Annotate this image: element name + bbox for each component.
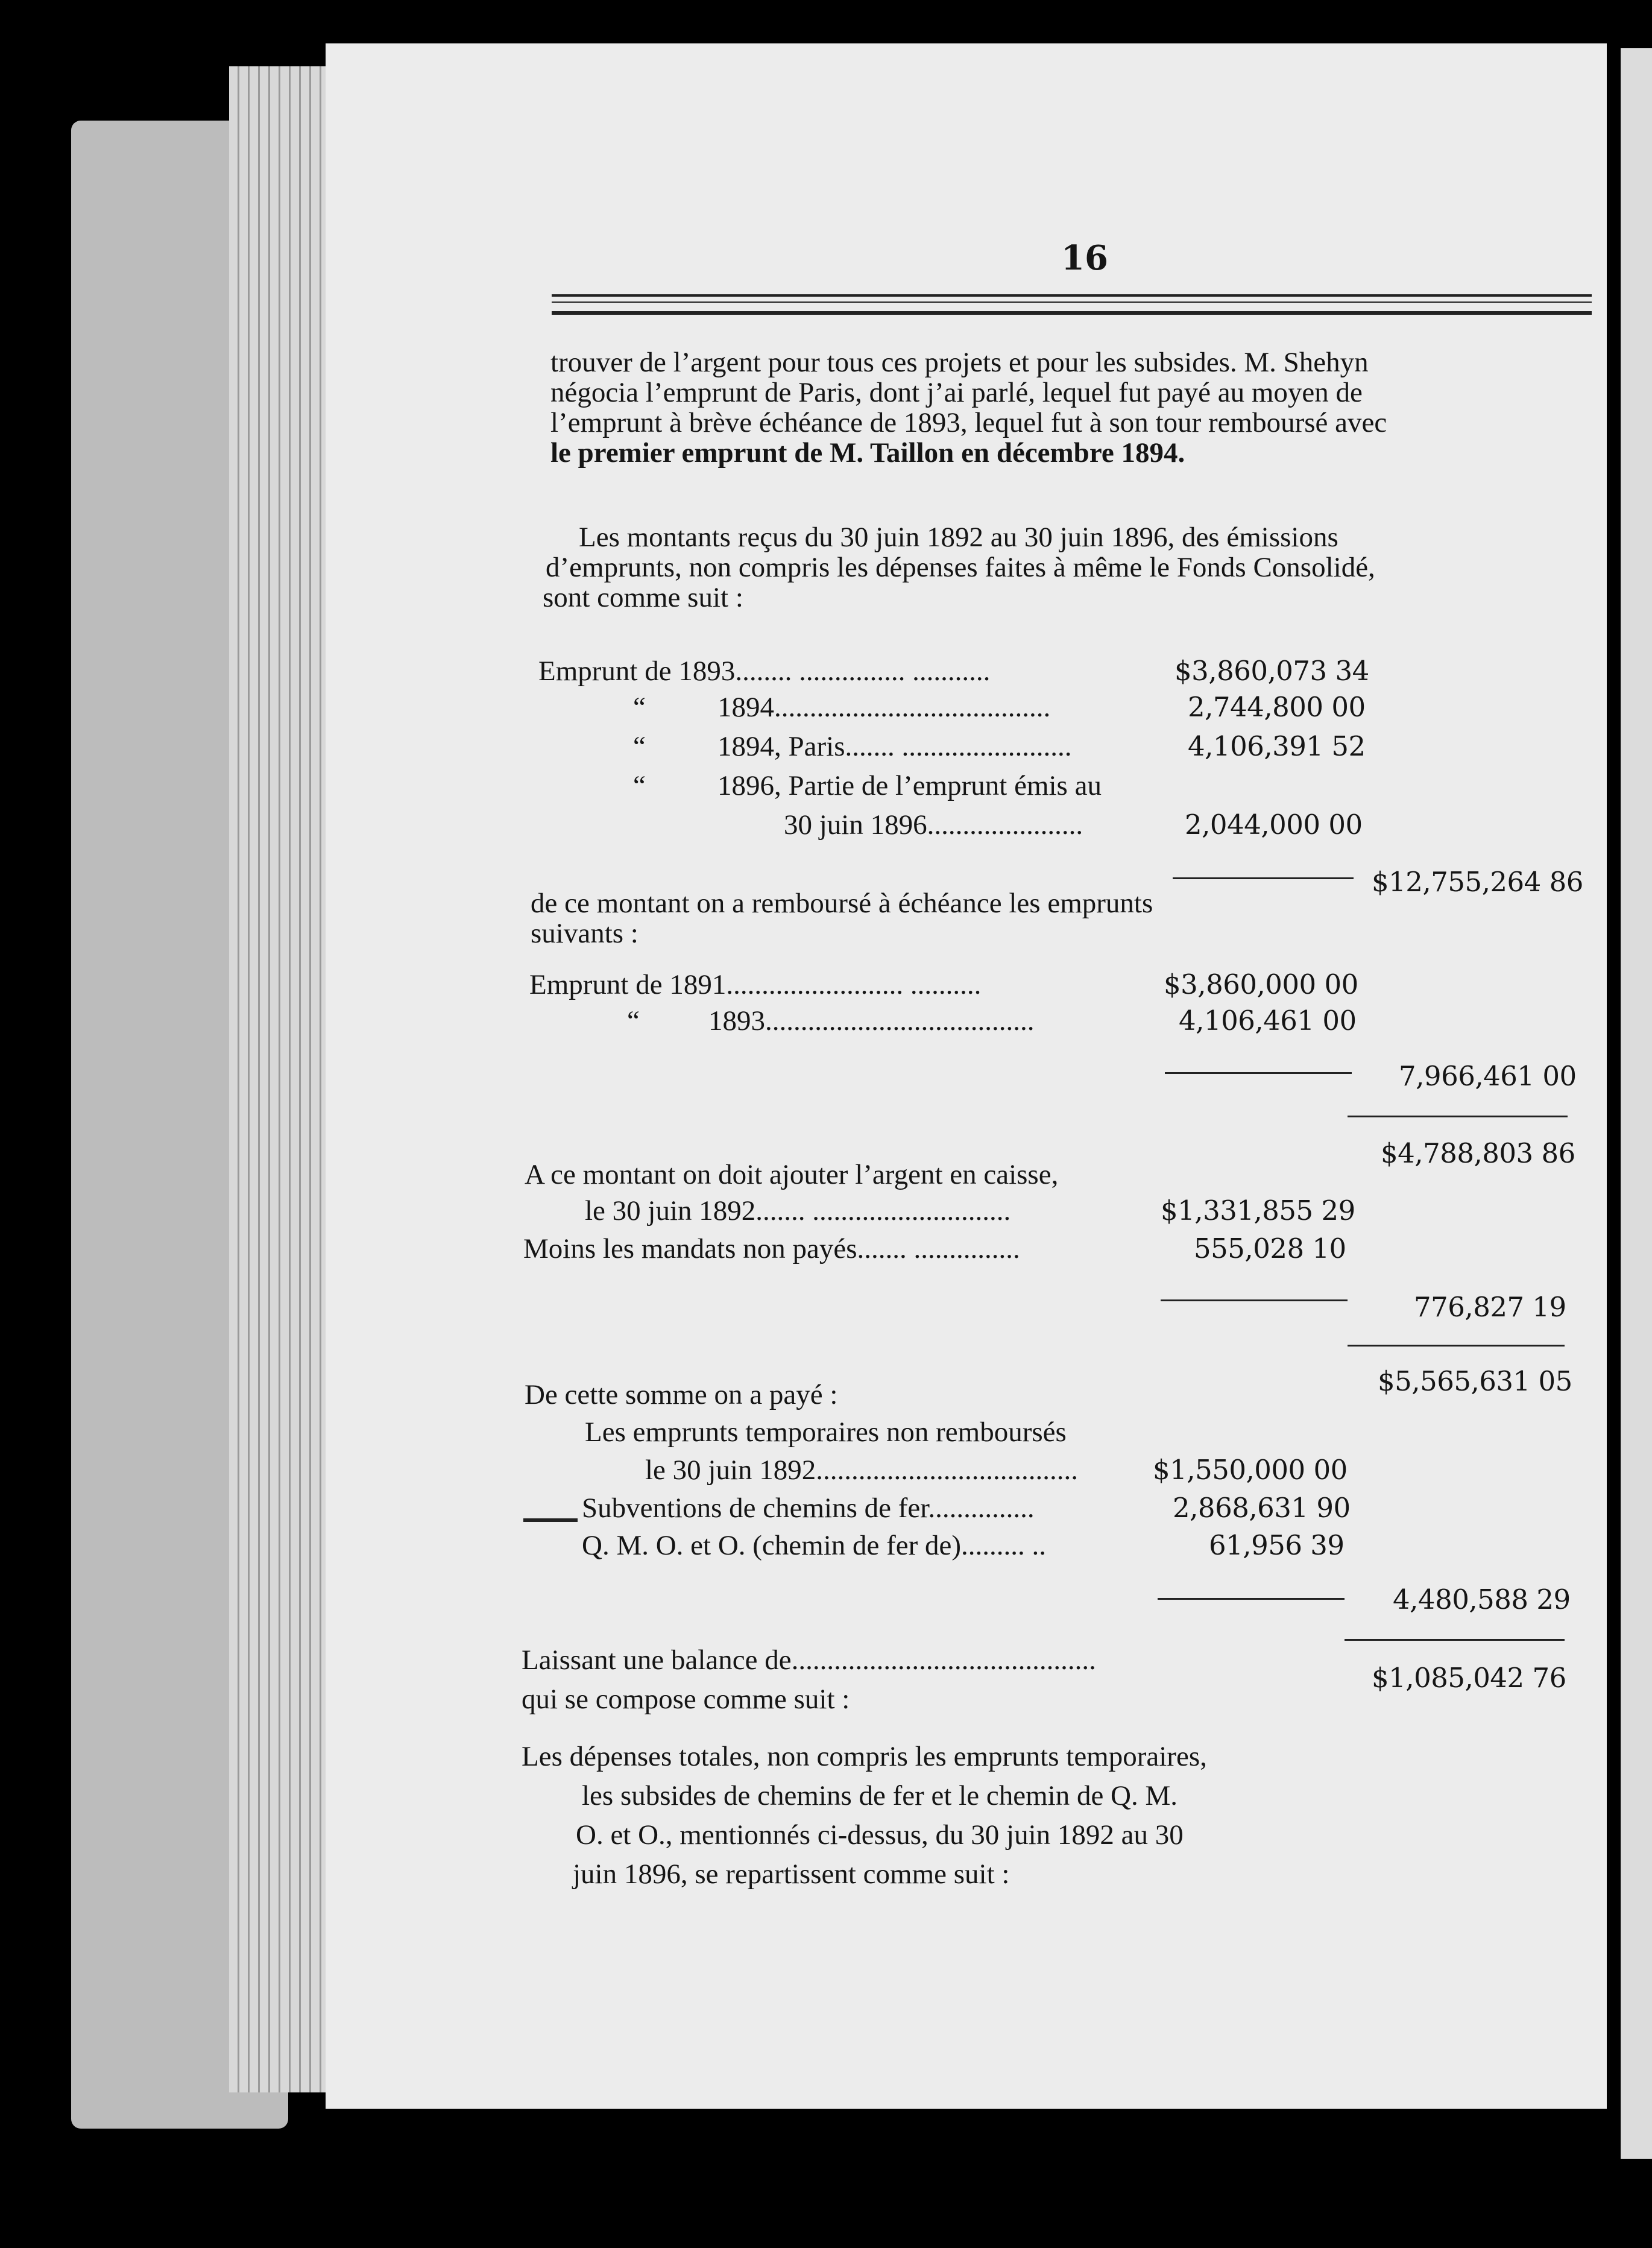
repaid-total: 7,966,461 00 <box>1399 1060 1577 1092</box>
paragraph-line: suivants : <box>531 918 638 949</box>
paragraph-line: trouver de l’argent pour tous ces projets et pour les subsides. M. Shehyn <box>550 347 1369 378</box>
paid-label: le 30 juin 1892..................................... <box>645 1454 1079 1486</box>
receipts-total: $12,755,264 86 <box>1372 866 1583 898</box>
paragraph-line: Les montants reçus du 30 juin 1892 au 30 juin 1896, des émissions <box>579 522 1338 553</box>
page-stack-edges <box>229 66 338 2092</box>
paragraph-line: de ce montant on a remboursé à échéance les emprunts <box>531 888 1153 919</box>
repaid-amount: 4,106,461 00 <box>1179 1005 1357 1037</box>
subtotal-rule <box>1173 877 1354 879</box>
repaid-amount: $3,860,000 00 <box>1164 968 1358 1000</box>
receipt-amount: $3,860,073 34 <box>1174 655 1369 687</box>
subtotal-rule <box>1165 1072 1352 1074</box>
ditto-mark: “ <box>633 692 646 723</box>
paid-amount: 61,956 39 <box>1209 1529 1345 1561</box>
paid-amount: $1,550,000 00 <box>1153 1454 1348 1486</box>
total-rule <box>1348 1116 1568 1117</box>
paragraph-line: juin 1896, se repartissent comme suit : <box>573 1858 1010 1890</box>
header-rule-mid <box>552 302 1592 303</box>
balance-amount: $1,085,042 76 <box>1372 1662 1566 1694</box>
receipt-label: 1896, Partie de l’emprunt émis au <box>717 770 1102 801</box>
paragraph-line: sont comme suit : <box>543 582 743 613</box>
paragraph-line: le premier emprunt de M. Taillon en décembre 1894. <box>550 437 1185 469</box>
repaid-label: Emprunt de 1891......................... .......... <box>529 969 982 1000</box>
cash-label: Moins les mandats non payés....... ............... <box>523 1233 1020 1264</box>
page-number: 16 <box>1061 238 1108 278</box>
receipt-amount: 2,744,800 00 <box>1188 691 1366 723</box>
paid-label: Subventions de chemins de fer............... <box>582 1492 1035 1524</box>
ditto-mark: “ <box>627 1005 640 1037</box>
cash-amount: 555,028 10 <box>1194 1233 1346 1264</box>
receipt-label: 30 juin 1896...................... <box>784 809 1083 841</box>
cash-total: 776,827 19 <box>1414 1291 1566 1323</box>
receipt-label: 1894, Paris....... ........................ <box>717 731 1072 762</box>
header-rule-top <box>552 294 1592 297</box>
paragraph-line: l’emprunt à brève échéance de 1893, lequel fut à son tour remboursé avec <box>550 407 1387 438</box>
available-total: $5,565,631 05 <box>1378 1365 1572 1397</box>
receipt-amount: 2,044,000 00 <box>1185 809 1363 841</box>
paragraph-line: les subsides de chemins de fer et le chemin de Q. M. <box>582 1780 1178 1811</box>
paragraph-line: O. et O., mentionnés ci-dessus, du 30 juin 1892 au 30 <box>576 1819 1184 1851</box>
adjacent-page-edge <box>1621 48 1652 2159</box>
ditto-mark: “ <box>633 770 646 801</box>
paid-label: Q. M. O. et O. (chemin de fer de)......... .. <box>582 1530 1047 1561</box>
subtotal-rule <box>1161 1299 1348 1301</box>
paragraph-line: A ce montant on doit ajouter l’argent en caisse, <box>525 1159 1059 1190</box>
total-rule <box>1348 1345 1565 1347</box>
paid-label: Les emprunts temporaires non remboursés <box>585 1416 1067 1448</box>
header-rule-bottom <box>552 311 1592 315</box>
paragraph-line: d’emprunts, non compris les dépenses faites à même le Fonds Consolidé, <box>546 552 1375 583</box>
total-rule <box>1345 1639 1565 1641</box>
margin-mark <box>523 1518 578 1522</box>
cash-label: le 30 juin 1892....... ............................ <box>585 1195 1011 1227</box>
repaid-label: 1893...................................... <box>708 1005 1035 1037</box>
net-after-repayment: $4,788,803 86 <box>1381 1137 1575 1169</box>
paragraph-line: De cette somme on a payé : <box>525 1379 838 1410</box>
paid-total: 4,480,588 29 <box>1393 1583 1571 1615</box>
paragraph-line: qui se compose comme suit : <box>522 1684 850 1715</box>
ditto-mark: “ <box>633 731 646 762</box>
paragraph-line: Les dépenses totales, non compris les emprunts temporaires, <box>522 1741 1207 1772</box>
balance-label: Laissant une balance de........................................... <box>522 1644 1096 1676</box>
receipt-amount: 4,106,391 52 <box>1188 730 1366 762</box>
paragraph-line: négocia l’emprunt de Paris, dont j’ai parlé, lequel fut payé au moyen de <box>550 377 1363 408</box>
cash-amount: $1,331,855 29 <box>1161 1195 1355 1227</box>
subtotal-rule <box>1158 1598 1345 1600</box>
receipt-label: 1894....................................... <box>717 692 1051 723</box>
paid-amount: 2,868,631 90 <box>1173 1492 1351 1524</box>
receipt-label: Emprunt de 1893........ ............... ........... <box>538 655 991 687</box>
